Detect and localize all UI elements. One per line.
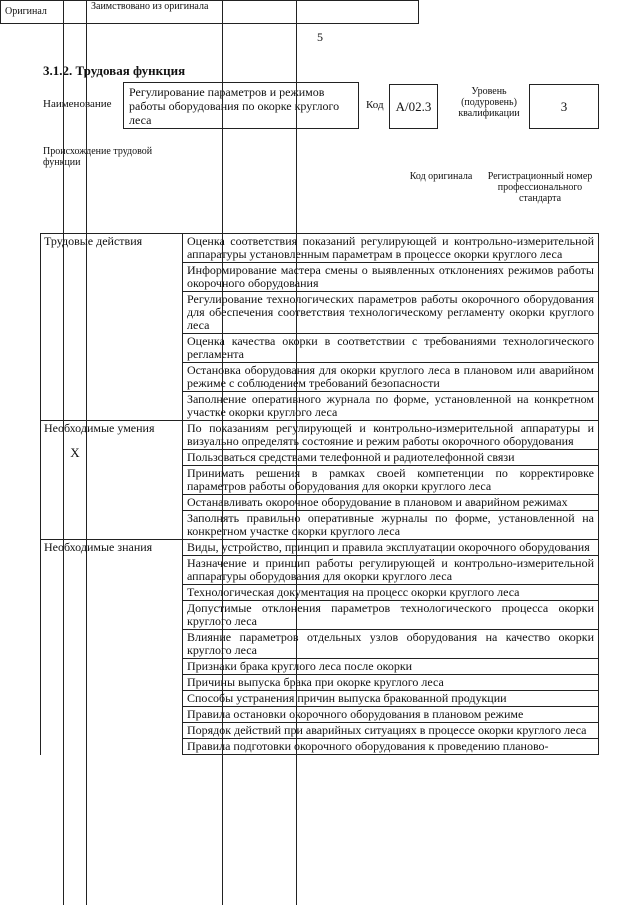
- level-value: 3: [560, 98, 568, 114]
- list-item: Технологическая документация на процесс окорки круглого леса: [183, 585, 599, 601]
- list-item: Оценка качества окорки в соответствии с требованиями технологического регламента: [183, 334, 599, 363]
- section-title-actions: Трудовые действия: [41, 234, 183, 421]
- table-row: [41, 234, 599, 263]
- list-item: Виды, устройство, принцип и правила эксплуатации окорочного оборудования: [183, 540, 599, 556]
- page-number: 5: [317, 30, 323, 44]
- list-item: Способы устранения причин выпуска бракованной продукции: [183, 691, 599, 707]
- section-title-skills: Необходимые умения: [41, 421, 183, 540]
- list-item: Заполнять правильно оперативные журналы по форме, установленной на конкретном участке окорки круглого леса: [183, 511, 599, 540]
- list-item: Порядок действий при аварийных ситуациях в процессе окорки круглого леса: [183, 723, 599, 739]
- reg-caption: Регистрационный номер профессионального стандарта: [487, 171, 593, 204]
- section-title-knowledge: Необходимые знания: [41, 540, 183, 755]
- list-item: По показаниям регулирующей и контрольно-измерительной аппаратуры и визуально определять состояние и режим работы окорочного оборудования: [183, 421, 599, 450]
- origin-label: Происхождение трудовой функции: [43, 146, 153, 168]
- section-title: 3.1.2. Трудовая функция: [43, 63, 186, 78]
- original-mark: X: [64, 0, 87, 905]
- table-row: [41, 421, 599, 450]
- level-label: Уровень (подуровень) квалификации: [458, 86, 520, 119]
- list-item: Информирование мастера смены о выявленных отклонениях режимов работы окорочного оборудования: [183, 263, 599, 292]
- list-item: Признаки брака круглого леса после окорки: [183, 659, 599, 675]
- list-item: Назначение и принцип работы регулирующей и контрольно-измерительной аппаратуры оборудования для окорки круглого леса: [183, 556, 599, 585]
- level-box: [529, 84, 599, 129]
- borrowed-label: Заимствовано из оригинала: [91, 1, 209, 12]
- original-label: Оригинал: [5, 6, 47, 17]
- name-label: Наименование: [43, 98, 112, 110]
- list-item: Оценка соответствия показаний регулирующей и контрольно-измерительной аппаратуры установленным параметрам в процессе окорки круглого леса: [183, 234, 599, 263]
- labor-function-table: [40, 233, 599, 755]
- function-name: Регулирование параметров и режимов работы оборудования по окорке круглого леса: [129, 85, 340, 127]
- list-item: Остановка оборудования для окорки круглого леса в плановом или аварийном режиме с соблюдением требований безопасности: [183, 363, 599, 392]
- list-item: Правила подготовки окорочного оборудования к проведению планово-: [183, 739, 599, 755]
- list-item: Допустимые отклонения параметров технологического процесса окорки круглого леса: [183, 601, 599, 630]
- code-label: Код: [366, 99, 384, 111]
- list-item: Принимать решения в рамках своей компетенции по корректировке параметров работы оборудования для окорки круглого леса: [183, 466, 599, 495]
- table-row: [41, 540, 599, 556]
- code-value: А/02.3: [395, 98, 432, 114]
- list-item: Регулирование технологических параметров работы окорочного оборудования для обеспечения соответствия технологическому регламенту окорки круглого леса: [183, 292, 599, 334]
- list-item: Причины выпуска брака при окорке круглого леса: [183, 675, 599, 691]
- list-item: Пользоваться средствами телефонной и радиотелефонной связи: [183, 450, 599, 466]
- list-item: Правила остановки окорочного оборудования в плановом режиме: [183, 707, 599, 723]
- list-item: Останавливать окорочное оборудование в плановом и аварийном режимах: [183, 495, 599, 511]
- code-caption: Код оригинала: [409, 171, 473, 182]
- list-item: Заполнение оперативного журнала по форме, установленной на конкретном участке окорки круглого леса: [183, 392, 599, 421]
- list-item: Влияние параметров отдельных узлов оборудования на качество окорки круглого леса: [183, 630, 599, 659]
